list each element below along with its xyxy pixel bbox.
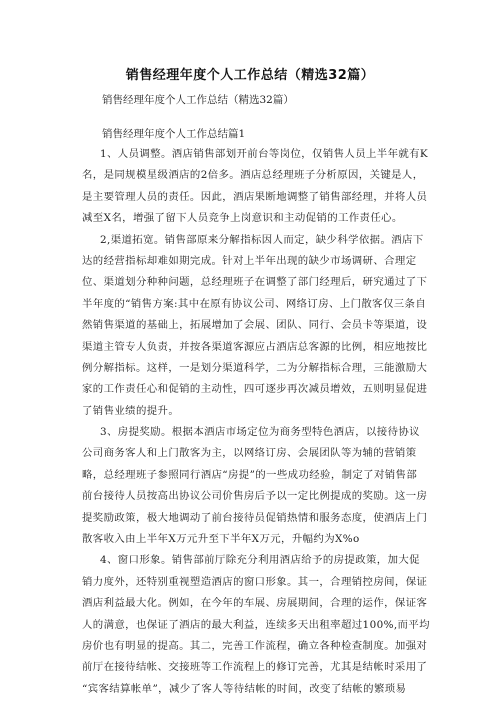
body-line: 渠道主管专人负责，并按各渠道客源应占酒店总客源的比例，相应地按比 — [82, 340, 428, 353]
body-line: 销力度外，还特别重视塑造酒店的窗口形象。其一，合理销控房间，保证 — [82, 575, 428, 588]
body-line: 3、房提奖励。根据本酒店市场定位为商务型特色酒店，以接待协议 — [100, 426, 420, 439]
document-body — [82, 144, 430, 700]
body-line: 家的工作责任心和促销的主动性，四可逐步再次减员增效，五则明显促进 — [82, 383, 428, 396]
body-line: 是主要管理人员的责任。因此，酒店果断地调整了销售部经理，并将人员 — [82, 190, 428, 203]
document-title: 销售经理年度个人工作总结（精选32篇） — [125, 68, 375, 83]
body-line: 名，是同规模星级酒店的2倍多。酒店总经理班子分析原因，关键是人， — [82, 169, 424, 182]
body-line: 公司商务客人和上门散客为主，以网络订房、会展团队等为辅的营销策 — [82, 447, 417, 460]
body-line: 了销售业绩的提升。 — [82, 404, 180, 417]
body-line: 例分解指标。这样，一是划分渠道科学，二为分解指标合理，三能激励大 — [82, 361, 428, 374]
body-line: “宾客结算帐单”，减少了客人等待结帐的时间，改变了结帐的繁琐易 — [82, 682, 407, 695]
body-line: 房价也有明显的提高。其二，完善工作流程，确立各种检查制度。加强对 — [82, 639, 428, 652]
body-line: 散客收入由上半年X万元升至下半年X万元，升幅约为X%o — [82, 533, 360, 546]
body-line: 酒店利益最大化。例如，在今年的车展、房展期间，合理的运作，保证客 — [82, 597, 428, 610]
body-line: 略，总经理班子参照同行酒店“房提”的一些成功经验，制定了对销售部 — [82, 468, 418, 481]
body-line: 1、人员调整。酒店销售部划开前台等岗位，仅销售人员上半年就有K — [100, 148, 429, 160]
body-line: 位、渠道划分种种问题，总经理班子在调整了部门经理后，研究通过了下 — [82, 276, 428, 289]
body-line: 达的经营指标却难如期完成。针对上半年出现的缺少市场调研、合理定 — [82, 254, 417, 267]
body-line: 半年度的“销售方案:其中在原有协议公司、网络订房、上门散客仅三条自 — [82, 297, 427, 310]
body-line: 减至X名，增强了留下人员竞争上岗意识和主动促销的工作责任心。 — [82, 212, 403, 225]
body-line: 然销售渠道的基础上，拓展增加了会展、团队、同行、会员卡等渠道，设 — [82, 319, 428, 332]
body-line: 前厅在接待结帐、交接班等工作流程上的修订完善，尤其是结帐时采用了 — [82, 661, 428, 674]
document-subtitle: 销售经理年度个人工作总结（精选32篇） — [102, 94, 294, 106]
body-line: 4、窗口形象。销售部前厅除充分利用酒店给予的房提政策，加大促 — [100, 554, 420, 567]
body-line: 提奖励政策，极大地调动了前台接待员促销热情和服务态度，使酒店上门 — [82, 511, 428, 524]
section-title: 销售经理年度个人工作总结篇1 — [102, 128, 246, 140]
body-line: 前台接待人员按高出协议公司价售房后予以一定比例提成的奖励。这一房 — [82, 490, 428, 503]
body-line: 人的满意，也保证了酒店的最大利益，连续多天出租率超过100%,而平均 — [82, 618, 430, 631]
body-line: 2,渠道拓宽。销售部原来分解指标因人而定，缺少科学依据。酒店下 — [100, 233, 424, 246]
